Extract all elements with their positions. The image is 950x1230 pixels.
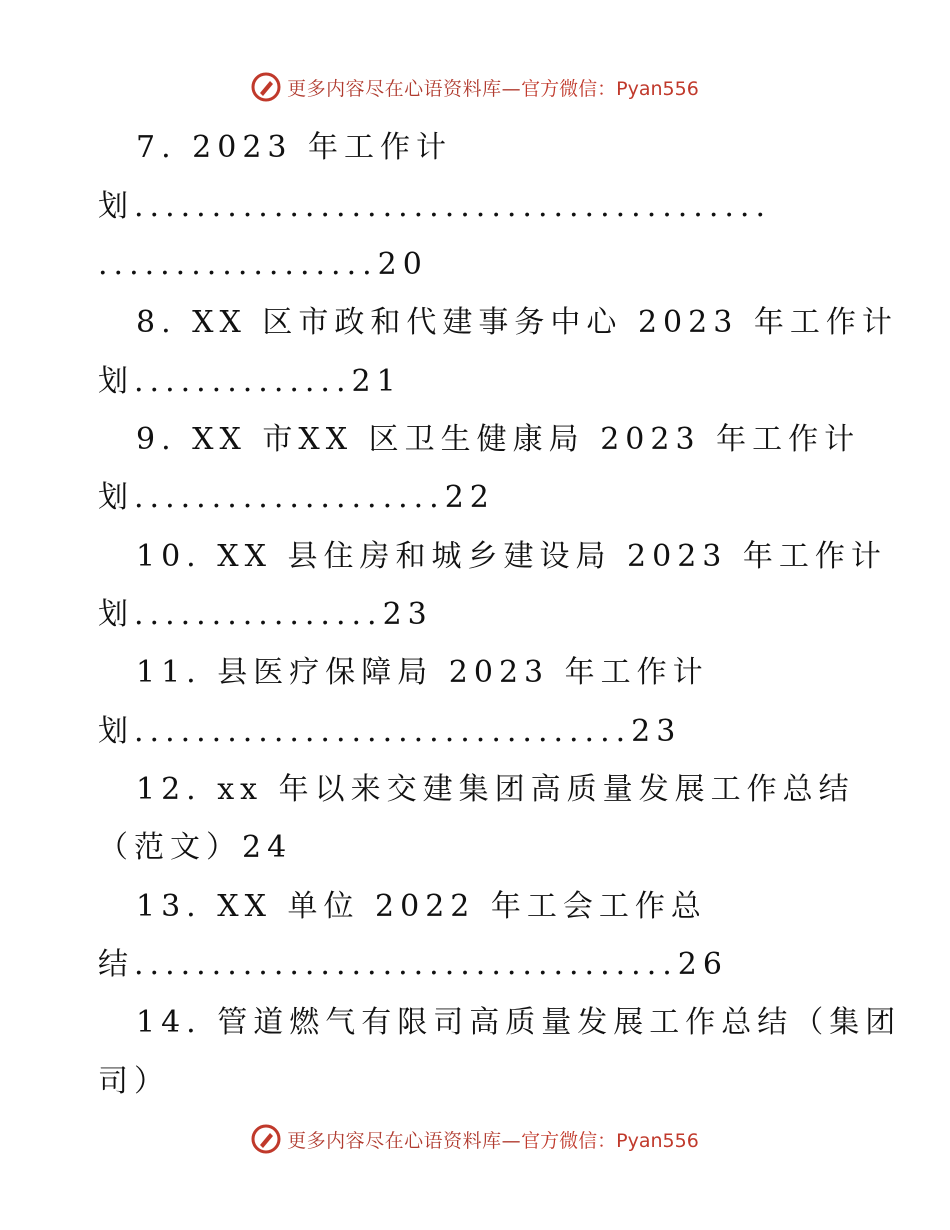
footer-banner [0, 1124, 950, 1154]
toc-line: 划................................23 [98, 714, 682, 749]
toc-line: 司） [98, 1064, 170, 1099]
banner-wechat: 官方微信：Pyan556 [521, 77, 699, 100]
banner-text: 更多内容尽在心语资料库— [287, 1129, 522, 1152]
toc-line: 12. xx 年以来交建集团高质量发展工作总结 [136, 772, 855, 807]
toc-line: 8. XX 区市政和代建事务中心 2023 年工作计 [136, 305, 898, 340]
toc-line: 9. XX 市XX 区卫生健康局 2023 年工作计 [136, 422, 861, 457]
toc-line: 14. 管道燃气有限司高质量发展工作总结（集团 [136, 1005, 902, 1040]
toc-line: （范文）24 [98, 830, 293, 865]
toc-line: 划................23 [98, 597, 433, 632]
banner-wechat: 官方微信：Pyan556 [521, 1129, 699, 1152]
toc-line: 7. 2023 年工作计 [136, 130, 453, 165]
toc-line: ..................20 [98, 247, 428, 282]
toc-line: 划....................22 [98, 480, 495, 515]
header-banner [0, 72, 950, 102]
toc-line: 划......................................... [98, 189, 771, 224]
pen-logo-icon [251, 72, 281, 102]
toc-line: 划..............21 [98, 364, 402, 399]
toc-line: 13. XX 单位 2022 年工会工作总 [136, 889, 707, 924]
pen-logo-icon [251, 1124, 281, 1154]
toc-line: 11. 县医疗保障局 2023 年工作计 [136, 655, 709, 690]
toc-line: 10. XX 县住房和城乡建设局 2023 年工作计 [136, 539, 887, 574]
toc-line: 结...................................26 [98, 947, 728, 982]
banner-text: 更多内容尽在心语资料库— [287, 77, 522, 100]
